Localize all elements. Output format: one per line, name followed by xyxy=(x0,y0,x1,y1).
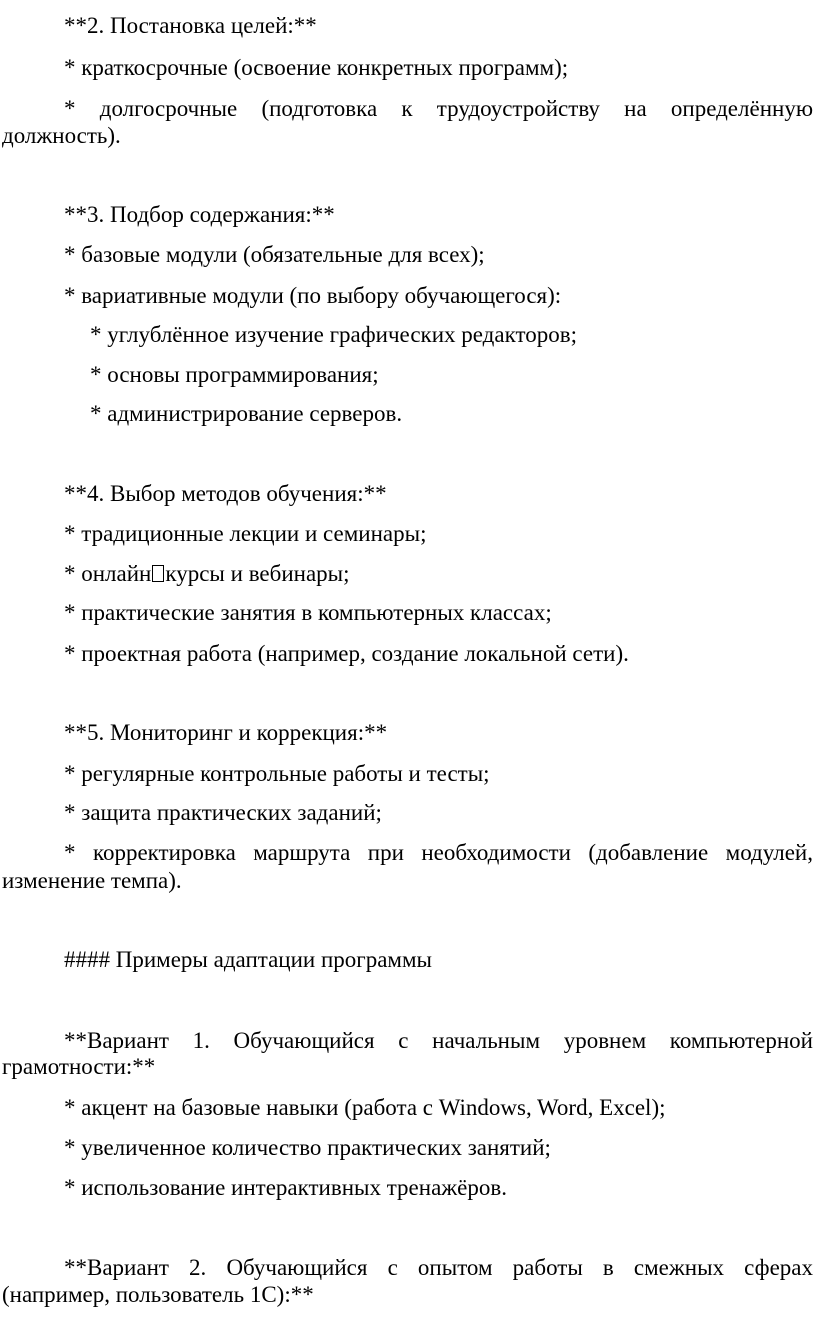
variant-1-item-3: * использование интерактивных тренажёров. xyxy=(64,1175,507,1200)
missing-glyph-icon xyxy=(152,565,164,582)
section-5-item-2: * защита практических заданий; xyxy=(64,800,382,825)
section-3-item-2: * вариативные модули (по выбору обучающегося): xyxy=(64,283,562,308)
section-3-heading: **3. Подбор содержания:** xyxy=(64,202,335,227)
section-3-sub-item-1: * углублённое изучение графических редакторов; xyxy=(90,322,577,347)
section-4-item-2-before: * онлайн xyxy=(64,561,152,586)
section-3-item-1: * базовые модули (обязательные для всех); xyxy=(64,242,485,267)
variant-1-item-1: * акцент на базовые навыки (работа с Windows, Word, Excel); xyxy=(64,1095,666,1120)
section-4-item-2-after: курсы и вебинары; xyxy=(165,561,350,586)
examples-heading: #### Примеры адаптации программы xyxy=(64,947,432,972)
section-2-item-2-line-1: * долгосрочные (подготовка к трудоустройству на определённую xyxy=(64,96,813,121)
section-2-item-1: * краткосрочные (освоение конкретных программ); xyxy=(64,55,569,80)
section-2-item-2-line-2: должность). xyxy=(2,123,121,148)
section-4-item-4: * проектная работа (например, создание локальной сети). xyxy=(64,641,629,666)
section-4-heading: **4. Выбор методов обучения:** xyxy=(64,481,387,506)
section-4-item-1: * традиционные лекции и семинары; xyxy=(64,521,427,546)
variant-1-title-line-2: грамотности:** xyxy=(2,1054,156,1079)
section-4-item-3: * практические занятия в компьютерных классах; xyxy=(64,600,552,625)
variant-2-title-line-2: (например, пользователь 1С):** xyxy=(2,1282,314,1307)
variant-2-title-line-1: **Вариант 2. Обучающийся с опытом работы в смежных сферах xyxy=(64,1255,813,1280)
variant-1-item-2: * увеличенное количество практических занятий; xyxy=(64,1135,551,1160)
section-3-sub-item-3: * администрирование серверов. xyxy=(90,401,403,426)
section-5-item-3-line-2: изменение темпа). xyxy=(2,868,182,893)
section-2-heading: **2. Постановка целей:** xyxy=(64,13,317,38)
section-5-item-3-line-1: * корректировка маршрута при необходимости (добавление модулей, xyxy=(64,840,813,865)
section-5-item-1: * регулярные контрольные работы и тесты; xyxy=(64,761,490,786)
variant-1-title-line-1: **Вариант 1. Обучающийся с начальным уровнем компьютерной xyxy=(64,1028,813,1053)
section-4-item-2 xyxy=(64,561,350,587)
section-3-sub-item-2: * основы программирования; xyxy=(90,362,379,387)
section-5-heading: **5. Мониторинг и коррекция:** xyxy=(64,720,388,745)
